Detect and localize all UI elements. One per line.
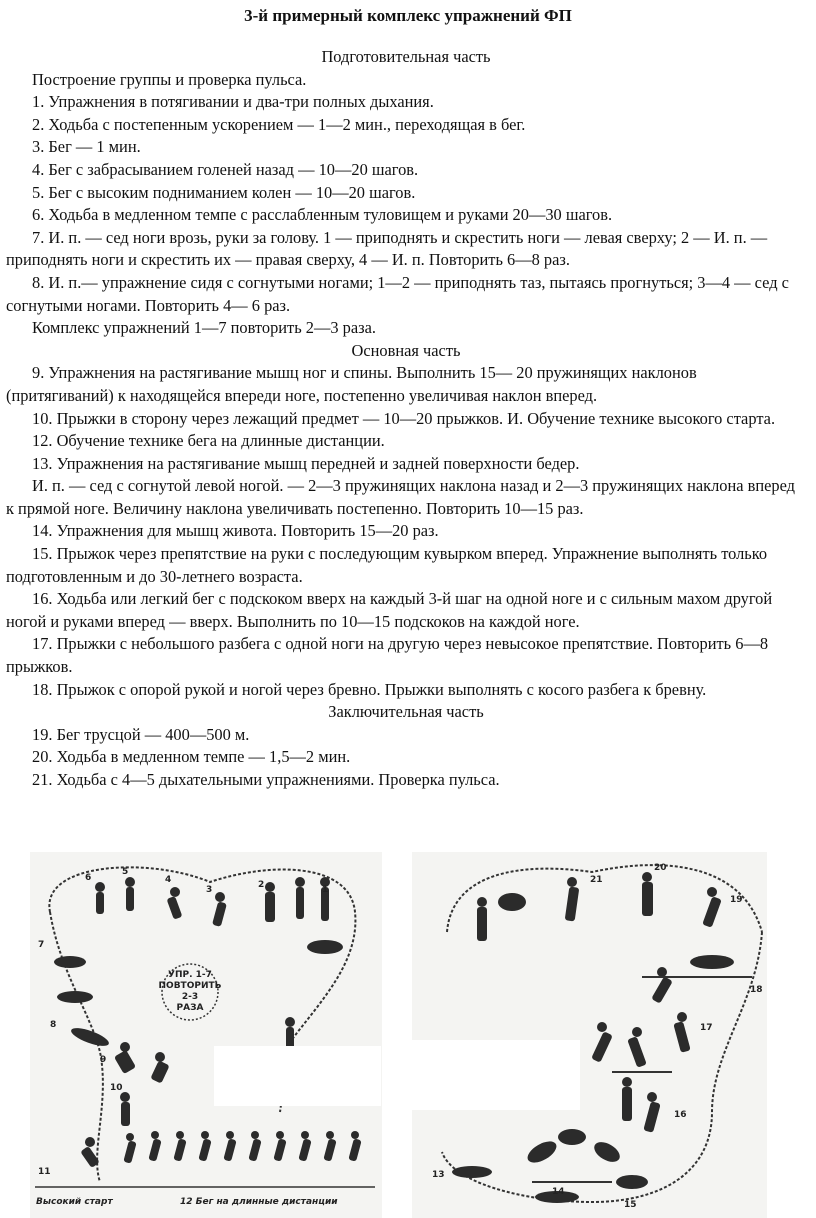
paragraph: 13. Упражнения на растягивание мышц передней и задней поверхности бедер. <box>32 453 580 473</box>
paragraph: Комплекс упражнений 1—7 повторить 2—3 раза. <box>32 318 376 338</box>
exercise-path-left <box>30 852 382 1218</box>
paragraph: 1. Упражнения в потягивании и два-три полных дыхания. <box>32 92 434 112</box>
high-start-label: Высокий старт <box>36 1197 113 1207</box>
paragraph: 9. Упражнения на растягивание мышц ног и спины. Выполнить 15— 20 пружинящих наклонов (притягиваний) к находящейся впереди ноге, постепенно увеличивая наклон вперед. <box>6 363 697 405</box>
paragraph: 6. Ходьба в медленном темпе с расслабленным туловищем и руками 20—30 шагов. <box>32 205 613 225</box>
document-body <box>6 46 806 792</box>
figure-number-13: 13 <box>432 1170 445 1180</box>
exercise-illustration-right <box>412 852 767 1218</box>
figure-number-17: 17 <box>700 1023 713 1033</box>
figure-number-16: 16 <box>674 1110 687 1120</box>
figure-number-2: 2 <box>258 880 265 890</box>
exercise-path-right <box>412 852 767 1218</box>
section-heading: Подготовительная часть <box>321 47 491 66</box>
figure-number-20: 20 <box>654 863 667 873</box>
blank-patch-right <box>412 1040 580 1110</box>
stamp-line-4: РАЗА <box>176 1003 204 1013</box>
paragraph: 8. И. п.— упражнение сидя с согнутыми ногами; 1—2 — приподнять таз, пытаясь прогнуться; 3—4 — сед с согнутыми ногами. Повторить 4— 6 раз. <box>6 272 789 315</box>
figure-number-9: 9 <box>100 1055 107 1065</box>
figure-number-19: 19 <box>730 895 743 905</box>
paragraph: 20. Ходьба в медленном темпе — 1,5—2 мин. <box>32 747 351 767</box>
paragraph: 5. Бег с высоким подниманием колен — 10—20 шагов. <box>32 182 416 202</box>
paragraph: И. п. — сед с согнутой левой ногой. — 2—3 пружинящих наклона назад и 2—3 пружинящих наклона вперед к прямой ноге. Величину наклона увеличивать постепенно. Повторить 10—15 раз. <box>6 476 796 518</box>
paragraph: 7. И. п. — сед ноги врозь, руки за голову. 1 — приподнять и скрестить ноги — левая сверху; 2 — И. п. — приподнять ноги и скрестить их — правая сверху, 4 — И. п. Повторить 6—8 раз. <box>6 227 768 270</box>
long-distance-label: 12 Бег на длинные дистанции <box>180 1197 338 1207</box>
exercise-illustration-left <box>30 852 382 1218</box>
paragraph: 17. Прыжки с небольшого разбега с одной ноги на другую через невысокое препятствие. Повторить 6—8 прыжков. <box>6 634 769 677</box>
paragraph: 16. Ходьба или легкий бег с подскоком вверх на каждый 3-й шаг на одной ноге и с сильным махом другой ногой и руками вперед — вверх. Выполнить по 10—15 подскоков на каждой ноге. <box>6 589 773 631</box>
figure-number-10: 10 <box>110 1083 123 1093</box>
section-heading: Основная часть <box>351 340 461 360</box>
paragraph: 15. Прыжок через препятствие на руки с последующим кувырком вперед. Упражнение выполнять только подготовленным и до 30-летнего возраста. <box>6 544 768 586</box>
figure-number-15: 15 <box>624 1200 637 1210</box>
figure-number-6: 6 <box>85 873 92 883</box>
figure-number-3: 3 <box>206 885 213 895</box>
paragraph: 3. Бег — 1 мин. <box>32 137 141 157</box>
figure-number-4: 4 <box>165 875 172 885</box>
figure-number-5: 5 <box>122 867 129 877</box>
paragraph: 18. Прыжок с опорой рукой и ногой через бревно. Прыжки выполнять с косого разбега к бревну. <box>32 679 707 699</box>
blank-patch-left <box>214 1046 381 1106</box>
paragraph: Построение группы и проверка пульса. <box>32 69 307 89</box>
figure-number-8: 8 <box>50 1020 57 1030</box>
stamp-line-3: 2-3 <box>181 992 199 1002</box>
paragraph: 12. Обучение технике бега на длинные дистанции. <box>32 431 385 451</box>
paragraph: 21. Ходьба с 4—5 дыхательными упражнениями. Проверка пульса. <box>32 770 500 789</box>
paragraph: 2. Ходьба с постепенным ускорением — 1—2 мин., переходящая в бег. <box>32 114 526 134</box>
document-title: 3-й примерный комплекс упражнений ФП <box>244 6 572 25</box>
section-heading: Заключительная часть <box>328 702 484 722</box>
paragraph: 14. Упражнения для мышц живота. Повторить 15—20 раз. <box>32 521 439 541</box>
paragraph: 10. Прыжки в сторону через лежащий предмет — 10—20 прыжков. И. Обучение технике высокого старта. <box>32 408 776 428</box>
runners-row <box>123 1131 361 1164</box>
stamp-line-1: УПР. 1-7 <box>168 970 212 980</box>
figure-number-11: 11 <box>38 1167 51 1177</box>
figure-number-7: 7 <box>38 940 45 950</box>
figure-number-1: 1 <box>322 885 329 895</box>
paragraph: 4. Бег с забрасыванием голеней назад — 10—20 шагов. <box>32 159 419 179</box>
figure-number-21: 21 <box>590 875 603 885</box>
paragraph: 19. Бег трусцой — 400—500 м. <box>32 724 250 744</box>
stamp-line-2: ПОВТОРИТЬ <box>158 981 222 991</box>
figure-number-18: 18 <box>750 985 763 995</box>
figure-number-14: 14 <box>552 1187 565 1197</box>
